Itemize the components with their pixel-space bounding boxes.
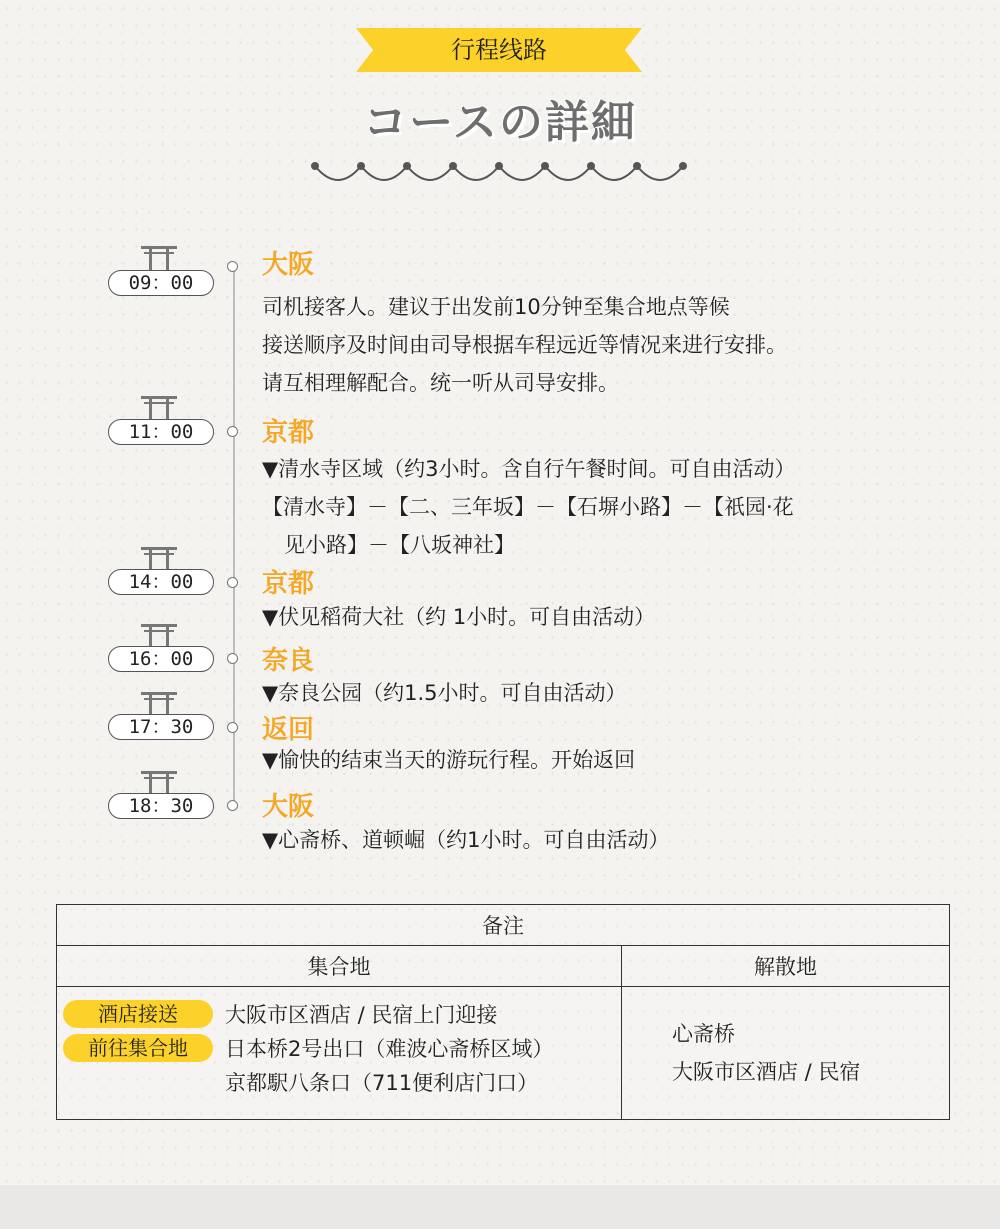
description-line: ▼奈良公园（约1.5小时。可自由活动） (262, 681, 627, 705)
dispersal-point-cell (622, 987, 950, 1120)
timeline-dot (227, 577, 238, 588)
dispersal-line: 大阪市区酒店 / 民宿 (672, 1060, 861, 1084)
city-name: 京都 (262, 569, 315, 599)
itinerary-description (262, 450, 796, 564)
meeting-tag: 酒店接送 (63, 1000, 213, 1028)
meeting-tag: 前往集合地 (63, 1034, 213, 1062)
description-line: 司机接客人。建议于出发前10分钟至集合地点等候 (262, 295, 730, 319)
time-badge: 17：30 (108, 714, 214, 740)
city-name: 奈良 (262, 646, 315, 676)
ribbon-label: 行程线路 (451, 36, 547, 64)
meeting-row (63, 1065, 615, 1099)
itinerary-description (262, 288, 787, 402)
footer-strip (0, 1185, 1000, 1229)
meeting-point-cell (57, 987, 622, 1120)
city-name: 大阪 (262, 250, 315, 280)
city-name: 京都 (262, 418, 315, 448)
time-badge: 09：00 (108, 270, 214, 296)
description-line: ▼心斋桥、道顿崛（约1小时。可自由活动） (262, 828, 670, 852)
notes-table (56, 904, 950, 1120)
meeting-text: 京都駅八条口（711便利店门口） (225, 1071, 539, 1095)
description-line: ▼伏见稻荷大社（约 1小时。可自由活动） (262, 605, 656, 629)
city-name: 返回 (262, 715, 315, 745)
itinerary-description (262, 821, 670, 859)
meeting-row (63, 997, 615, 1031)
dispersal-line: 心斋桥 (672, 1022, 735, 1046)
itinerary-description (262, 741, 635, 779)
torii-icon (140, 394, 178, 422)
time-badge: 11：00 (108, 419, 214, 445)
timeline-dot (227, 722, 238, 733)
time-badge: 16：00 (108, 646, 214, 672)
meeting-point-header: 集合地 (57, 946, 622, 987)
timeline-dot (227, 800, 238, 811)
time-badge: 14：00 (108, 569, 214, 595)
time-badge: 18：30 (108, 793, 214, 819)
page-title: コースの詳細 (363, 97, 637, 148)
timeline-dot (227, 261, 238, 272)
notes-header: 备注 (57, 905, 950, 946)
timeline-dot (227, 653, 238, 664)
timeline-dot (227, 426, 238, 437)
garland-decoration (300, 156, 700, 196)
itinerary-description (262, 674, 627, 712)
meeting-row (63, 1031, 615, 1065)
torii-icon (140, 244, 178, 272)
description-line: ▼清水寺区域（约3小时。含自行午餐时间。可自由活动） (262, 457, 796, 481)
city-name: 大阪 (262, 792, 315, 822)
description-line: 接送顺序及时间由司导根据车程远近等情况来进行安排。 (262, 333, 787, 357)
meeting-text: 大阪市区酒店 / 民宿上门迎接 (225, 1003, 498, 1027)
dispersal-point-header: 解散地 (622, 946, 950, 987)
description-line: 请互相理解配合。统一听从司导安排。 (262, 371, 619, 395)
itinerary-description (262, 598, 655, 636)
description-line: ▼愉快的结束当天的游玩行程。开始返回 (262, 748, 636, 772)
meeting-text: 日本桥2号出口（难波心斋桥区域） (225, 1037, 554, 1061)
description-line: 【清水寺】－【二、三年坂】－【石塀小路】－【祇园·花 (262, 495, 794, 519)
description-line: 见小路】－【八坂神社】 (284, 533, 515, 557)
